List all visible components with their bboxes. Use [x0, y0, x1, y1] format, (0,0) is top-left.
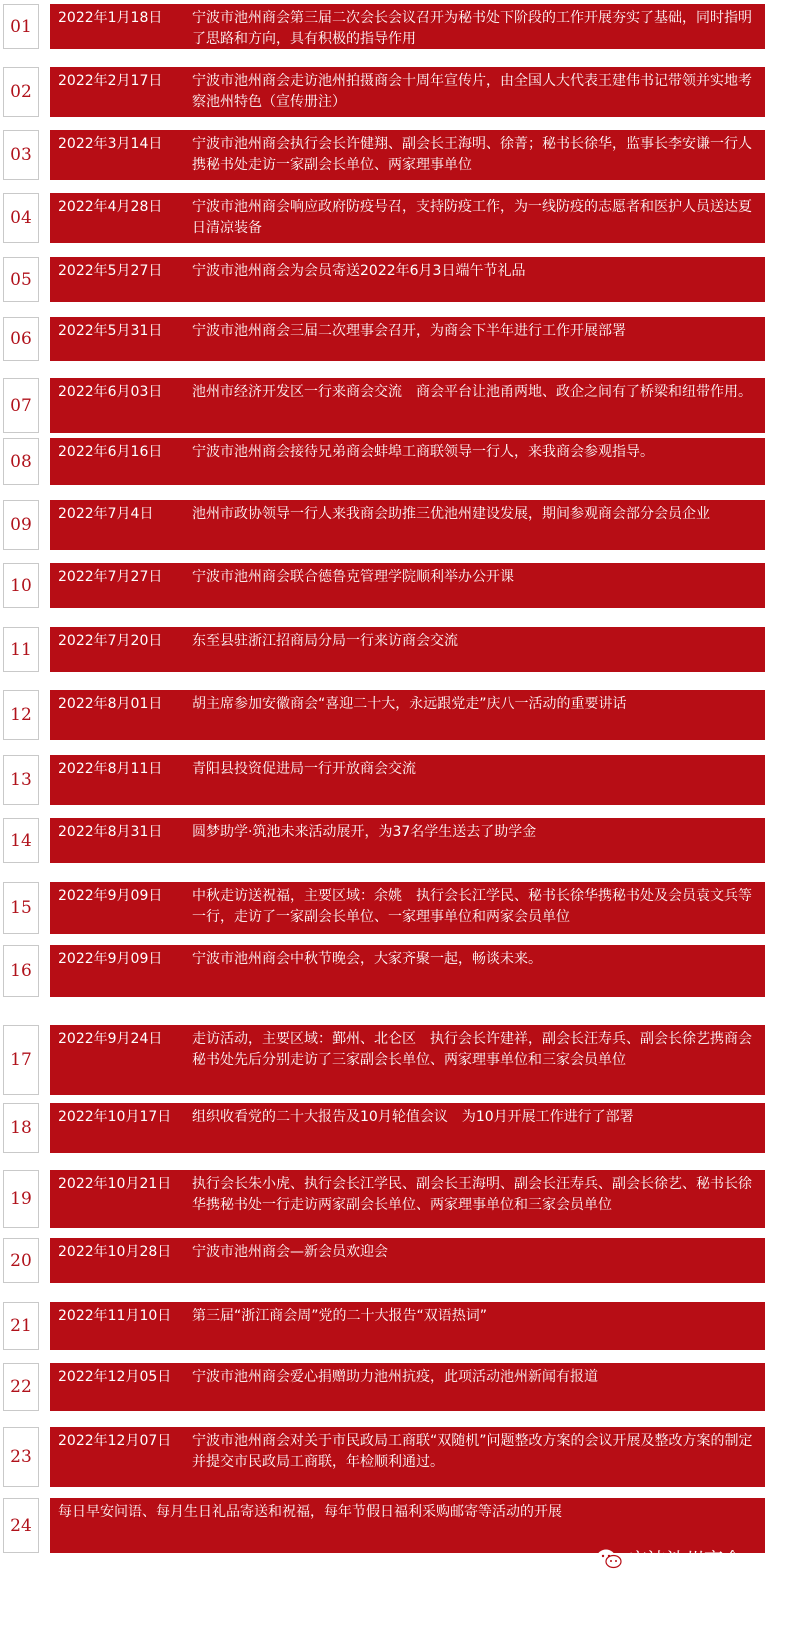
- item-description: 青阳县投资促进局一行开放商会交流: [192, 761, 416, 777]
- item-date: 2022年9月09日: [58, 951, 163, 967]
- item-bar: [50, 690, 765, 740]
- item-bar: [50, 378, 765, 433]
- list-item: [0, 500, 800, 550]
- item-number: 07: [3, 378, 39, 433]
- item-description: 中秋走访送祝福，主要区域：余姚 执行会长江学民、秘书长徐华携秘书处及会员袁文兵等一行，走访了一家副会长单位、一家理事单位和两家会员单位: [192, 888, 752, 925]
- item-bar: [50, 257, 765, 302]
- item-description: 宁波市池州商会第三届二次会长会议召开为秘书处下阶段的工作开展夯实了基础，同时指明了思路和方向，具有积极的指导作用: [192, 10, 752, 47]
- item-bar: [50, 1025, 765, 1095]
- item-bar: [50, 438, 765, 485]
- item-number: 05: [3, 257, 39, 302]
- item-description: 宁波市池州商会爱心捐赠助力池州抗疫，此项活动池州新闻有报道: [192, 1369, 598, 1385]
- item-number: 19: [3, 1170, 39, 1228]
- item-description: 第三届“浙江商会周”党的二十大报告“双语热词”: [192, 1308, 488, 1324]
- item-bar: [50, 130, 765, 180]
- item-date: 2022年12月07日: [58, 1433, 172, 1449]
- list-item: [0, 1363, 800, 1411]
- item-description: 宁波市池州商会对关于市民政局工商联“双随机”问题整改方案的会议开展及整改方案的制定并提交市民政局工商联，年检顺利通过。: [192, 1433, 753, 1470]
- item-date: 2022年5月31日: [58, 323, 163, 339]
- item-number: 23: [3, 1427, 39, 1487]
- item-description: 宁波市池州商会联合德鲁克管理学院顺利举办公开课: [192, 569, 514, 585]
- item-description: 东至县驻浙江招商局分局一行来访商会交流: [192, 633, 458, 649]
- list-item: [0, 130, 800, 180]
- item-bar: [50, 1427, 765, 1487]
- item-bar: [50, 1103, 765, 1153]
- item-number: 01: [3, 4, 39, 49]
- item-date: 2022年7月20日: [58, 633, 163, 649]
- item-description: 每日早安问语、每月生日礼品寄送和祝福，每年节假日福利采购邮寄等活动的开展: [58, 1504, 562, 1520]
- item-number: 22: [3, 1363, 39, 1411]
- item-description: 宁波市池州商会执行会长许健翔、副会长王海明、徐菁；秘书长徐华，监事长李安谦一行人携秘书处走访一家副会长单位、两家理事单位: [192, 136, 752, 173]
- item-description: 宁波市池州商会响应政府防疫号召，支持防疫工作，为一线防疫的志愿者和医护人员送达夏日清凉装备: [192, 199, 752, 236]
- item-number: 11: [3, 627, 39, 672]
- item-description: 宁波市池州商会走访池州拍摄商会十周年宣传片，由全国人大代表王建伟书记带领并实地考察池州特色（宣传册注）: [192, 73, 752, 110]
- item-number: 16: [3, 945, 39, 997]
- item-date: 2022年8月31日: [58, 824, 163, 840]
- item-number: 03: [3, 130, 39, 180]
- item-number: 06: [3, 317, 39, 361]
- item-description: 池州市经济开发区一行来商会交流 商会平台让池甬两地、政企之间有了桥梁和纽带作用。: [192, 384, 752, 400]
- item-number: 04: [3, 193, 39, 243]
- list-item: [0, 755, 800, 805]
- list-item: [0, 257, 800, 302]
- list-item: [0, 627, 800, 672]
- item-date: 2022年7月4日: [58, 506, 154, 522]
- item-number: 12: [3, 690, 39, 740]
- item-description: 宁波市池州商会中秋节晚会，大家齐聚一起，畅谈未来。: [192, 951, 542, 967]
- watermark-logo: [596, 1545, 742, 1572]
- item-bar: [50, 818, 765, 863]
- item-date: 2022年3月14日: [58, 136, 163, 152]
- item-date: 2022年10月28日: [58, 1244, 172, 1260]
- item-description: 走访活动，主要区域：鄞州、北仑区 执行会长许建祥，副会长汪寿兵、副会长徐艺携商会秘书处先后分别走访了三家副会长单位、两家理事单位和三家会员单位: [192, 1031, 752, 1068]
- item-date: 2022年6月03日: [58, 384, 163, 400]
- list-item: [0, 1170, 800, 1228]
- item-bar: [50, 1302, 765, 1350]
- item-date: 2022年5月27日: [58, 263, 163, 279]
- list-item: [0, 1103, 800, 1153]
- list-item: [0, 563, 800, 608]
- item-bar: [50, 755, 765, 805]
- item-bar: [50, 945, 765, 997]
- item-bar: [50, 1238, 765, 1283]
- item-date: 2022年1月18日: [58, 10, 163, 26]
- list-item: [0, 818, 800, 863]
- list-item: [0, 1238, 800, 1283]
- item-description: 宁波市池州商会为会员寄送2022年6月3日端午节礼品: [192, 263, 526, 279]
- item-number: 24: [3, 1498, 39, 1553]
- item-number: 08: [3, 438, 39, 485]
- item-number: 13: [3, 755, 39, 805]
- item-description: 胡主席参加安徽商会“喜迎二十大，永远跟党走”庆八一活动的重要讲话: [192, 696, 627, 712]
- item-date: 2022年4月28日: [58, 199, 163, 215]
- item-description: 圆梦助学·筑池未来活动展开，为37名学生送去了助学金: [192, 824, 537, 840]
- item-date: 2022年9月24日: [58, 1031, 163, 1047]
- item-bar: [50, 563, 765, 608]
- list-item: [0, 1427, 800, 1487]
- item-description: 宁波市池州商会—新会员欢迎会: [192, 1244, 388, 1260]
- list-item: [0, 317, 800, 361]
- item-bar: [50, 4, 765, 49]
- watermark-text: 宁波池州商会: [627, 1549, 742, 1571]
- item-number: 14: [3, 818, 39, 863]
- item-date: 2022年6月16日: [58, 444, 163, 460]
- wechat-icon: [596, 1548, 622, 1570]
- item-date: 2022年12月05日: [58, 1369, 172, 1385]
- item-number: 20: [3, 1238, 39, 1283]
- item-bar: [50, 1363, 765, 1411]
- list-item: [0, 1302, 800, 1350]
- item-date: 2022年10月21日: [58, 1176, 172, 1192]
- item-bar: [50, 1170, 765, 1228]
- item-description: 宁波市池州商会三届二次理事会召开，为商会下半年进行工作开展部署: [192, 323, 626, 339]
- item-bar: [50, 67, 765, 117]
- list-item: [0, 193, 800, 243]
- item-date: 2022年8月11日: [58, 761, 163, 777]
- item-description: 执行会长朱小虎、执行会长江学民、副会长王海明、副会长汪寿兵、副会长徐艺、秘书长徐华携秘书处一行走访两家副会长单位、两家理事单位和三家会员单位: [192, 1176, 752, 1213]
- list-item: [0, 882, 800, 934]
- list-item: [0, 4, 800, 49]
- item-number: 09: [3, 500, 39, 550]
- item-number: 02: [3, 67, 39, 117]
- item-date: 2022年9月09日: [58, 888, 163, 904]
- list-item: [0, 67, 800, 117]
- item-date: 2022年7月27日: [58, 569, 163, 585]
- item-bar: [50, 882, 765, 934]
- item-number: 17: [3, 1025, 39, 1095]
- item-description: 池州市政协领导一行人来我商会助推三优池州建设发展，期间参观商会部分会员企业: [192, 506, 710, 522]
- item-bar: [50, 317, 765, 361]
- item-description: 宁波市池州商会接待兄弟商会蚌埠工商联领导一行人，来我商会参观指导。: [192, 444, 654, 460]
- item-date: 2022年2月17日: [58, 73, 163, 89]
- item-date: 2022年8月01日: [58, 696, 163, 712]
- item-number: 15: [3, 882, 39, 934]
- list-item: [0, 438, 800, 485]
- item-number: 21: [3, 1302, 39, 1350]
- list-item: [0, 690, 800, 740]
- list-item: [0, 1025, 800, 1095]
- item-bar: [50, 193, 765, 243]
- item-number: 10: [3, 563, 39, 608]
- item-number: 18: [3, 1103, 39, 1153]
- item-description: 组织收看党的二十大报告及10月轮值会议 为10月开展工作进行了部署: [192, 1109, 634, 1125]
- item-date: 2022年11月10日: [58, 1308, 172, 1324]
- item-date: 2022年10月17日: [58, 1109, 172, 1125]
- list-item: [0, 945, 800, 997]
- item-bar: [50, 500, 765, 550]
- item-bar: [50, 627, 765, 672]
- list-item: [0, 378, 800, 433]
